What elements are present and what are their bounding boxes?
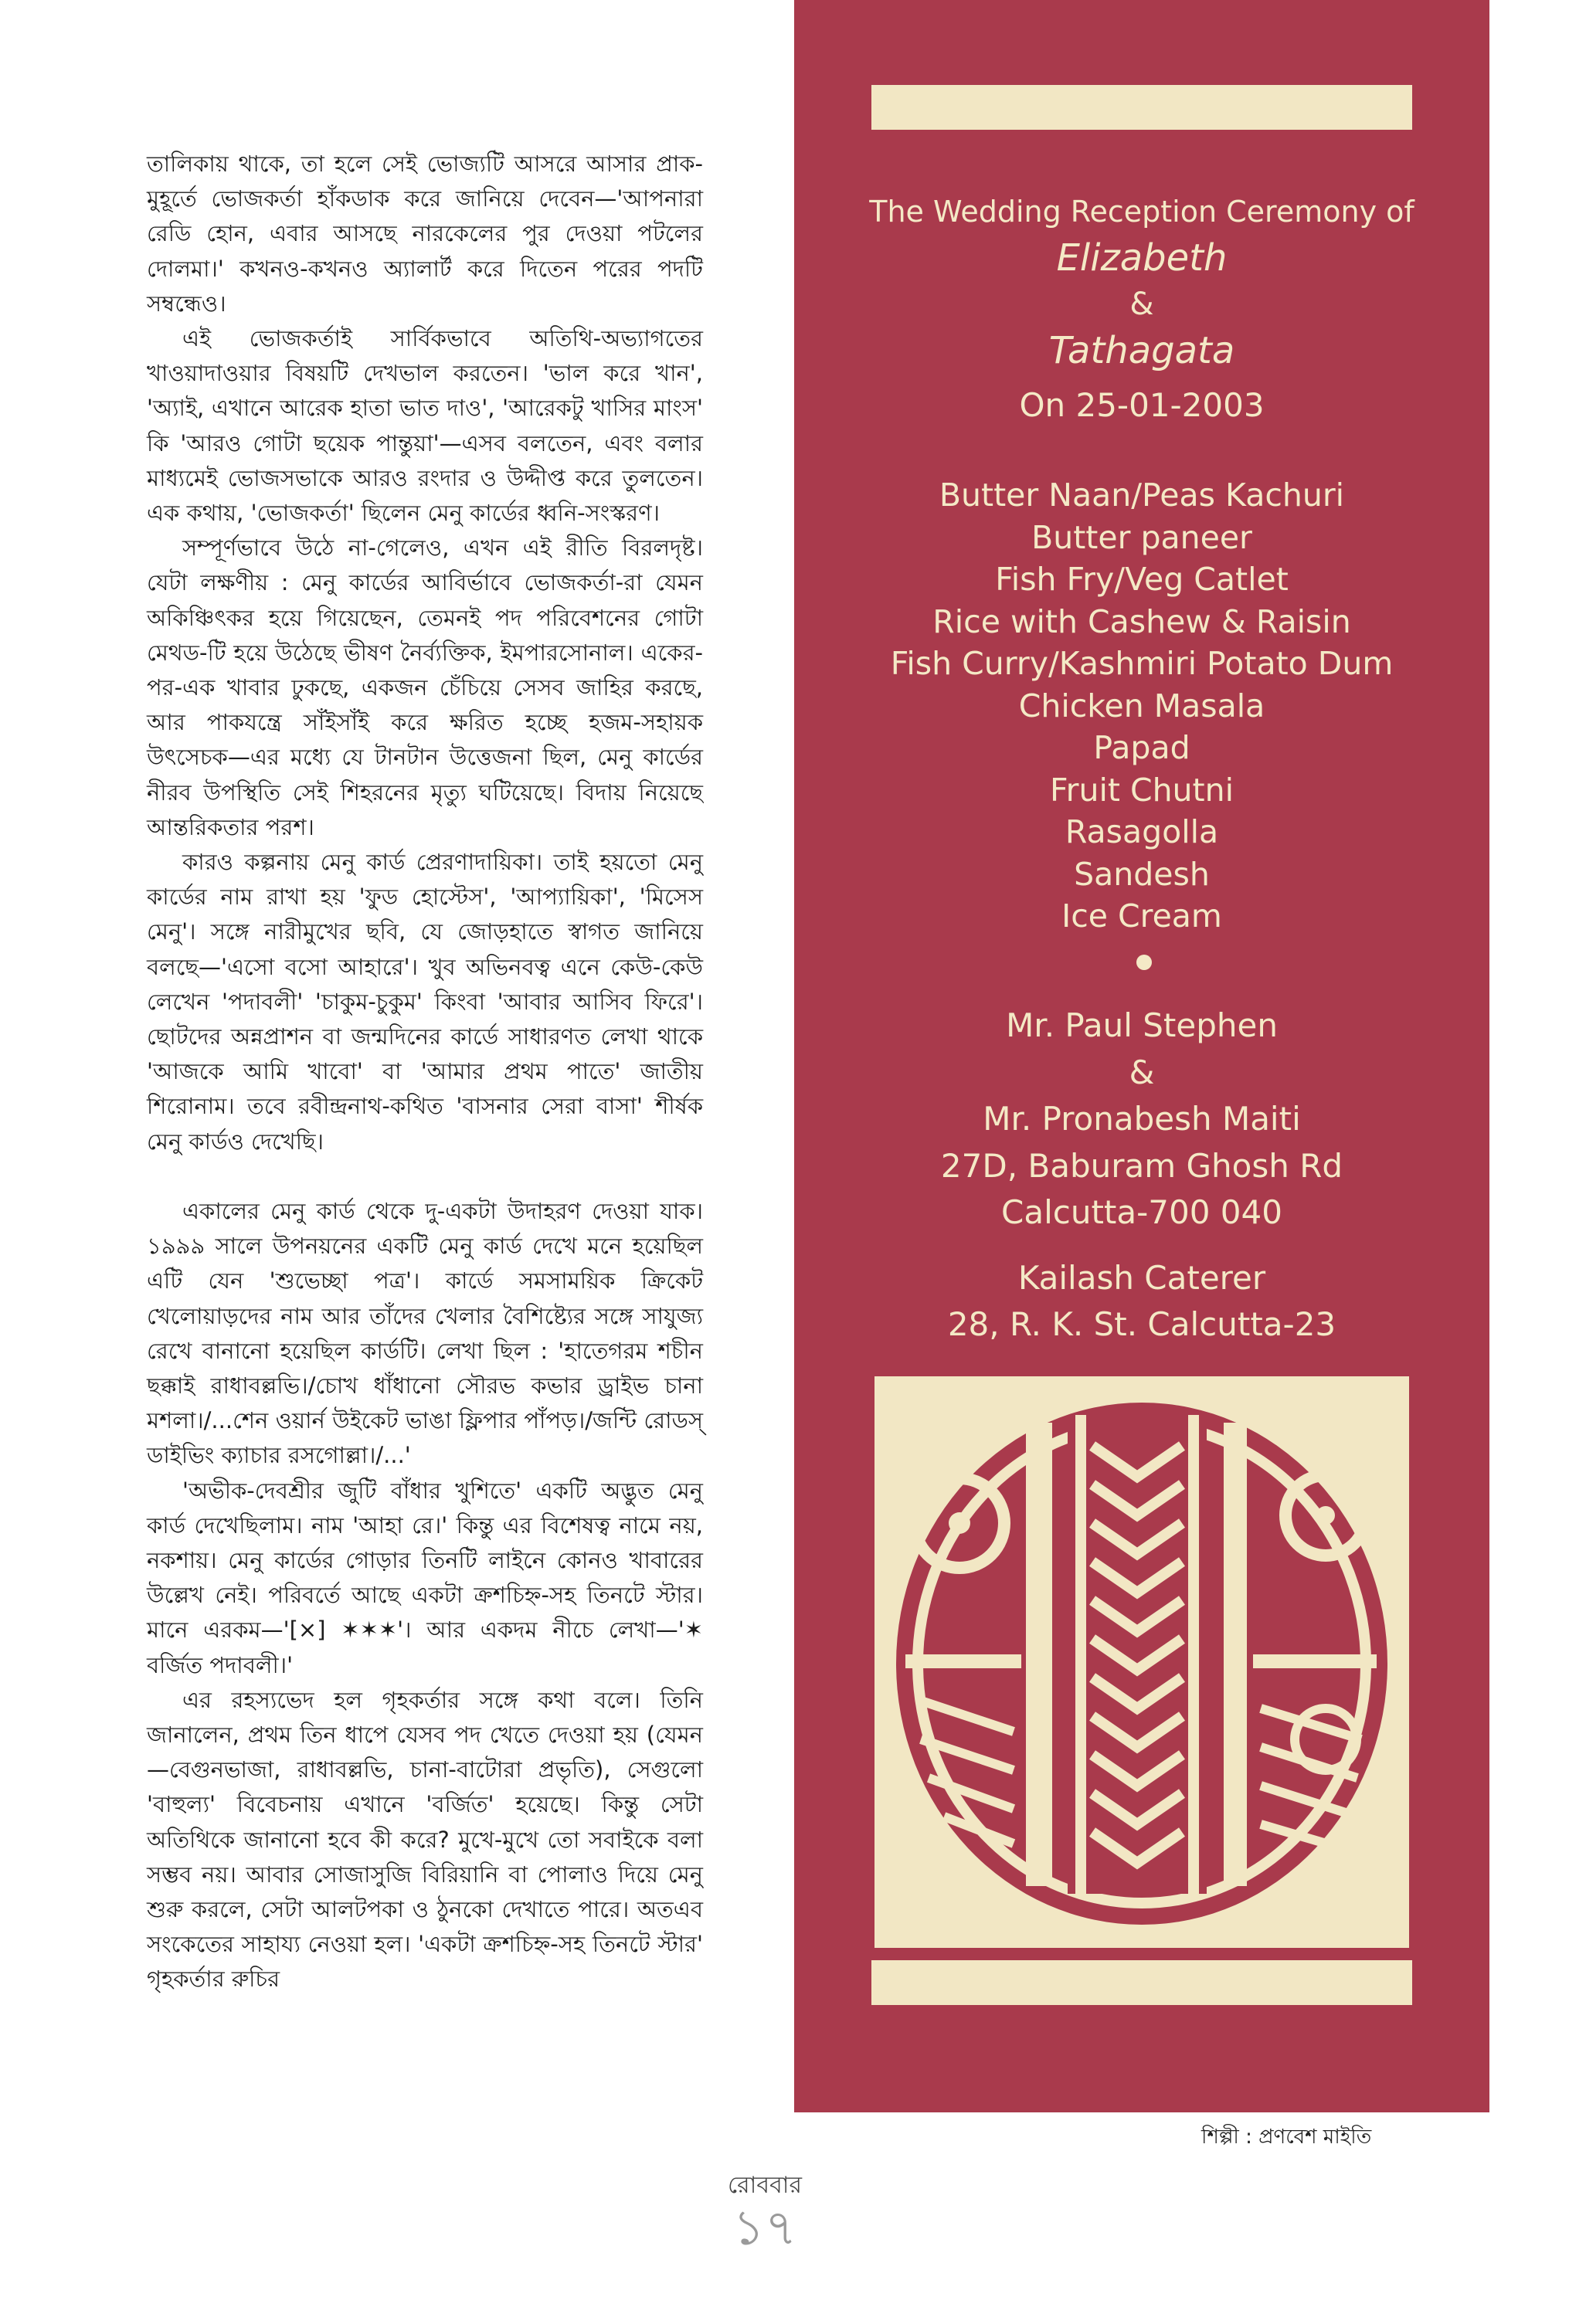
menu-item: Sandesh (1074, 855, 1210, 893)
card-bottom-band (871, 1960, 1412, 2005)
card-intro (794, 188, 1489, 434)
caterer-name: Kailash Caterer (1017, 1259, 1266, 1297)
event-date: On 25-01-2003 (1019, 386, 1265, 424)
host-name: Mr. Pronabesh Maiti (983, 1100, 1301, 1138)
host-name: Mr. Paul Stephen (1006, 1006, 1278, 1044)
page-number: ১৭ (732, 2200, 797, 2257)
card-ampersand: & (1129, 1053, 1155, 1091)
hosts-block (794, 1003, 1489, 1237)
page-footer (718, 2170, 811, 2255)
groom-name: Tathagata (1048, 329, 1235, 372)
article-paragraph: এর রহস্যভেদ হল গৃহকর্তার সঙ্গে কথা বলে। তিনি জানালেন, প্রথম তিন ধাপে যেসব পদ খেতে দেওয়া হয় (যেমন—বেগুনভাজা, রাধাবল্লভি, চানা-বাটোরা প্রভৃতি), সেগুলো 'বাহুল্য' বিবেচনায় এখানে 'বর্জিত' হয়েছে। কিন্তু সেটা অতিথিকে জানানো হবে কী করে? মুখে-মুখে তো সবাইকে বলা সম্ভব নয়। আবার সোজাসুজি বিরিয়ানি বা পোলাও দিয়ে মেনু শুরু করলে, সেটা আলটপকা ও ঠুনকো দেখাতে পারে। অতএব সংকেতের সাহায্য নেওয়া হল। 'একটা ক্রশচিহ্ন-সহ তিনটে স্টার' গৃহকর্তার রুচির (147, 1686, 703, 1993)
menu-item: Fish Fry/Veg Catlet (995, 561, 1289, 598)
article-paragraph: সম্পূর্ণভাবে উঠে না-গেলেও, এখন এই রীতি বিরলদৃষ্ট। যেটা লক্ষণীয় : মেনু কার্ডের আবির্ভাবে ভোজকর্তা-রা যেমন অকিঞ্চিৎকর হয়ে গিয়েছেন, তেমনই পদ পরিবেশনের গোটা মেথড-টি হয়ে উঠেছে ভীষণ নৈর্ব্যক্তিক, ইমপারসোনাল। একের-পর-এক খাবার ঢুকছে, একজন চেঁচিয়ে সেসব জাহির করছে, আর পাকযন্ত্রে সাঁইসাঁই করে ক্ষরিত হচ্ছে হজম-সহায়ক উৎসেচক—এর মধ্যে যে টানটান উত্তেজনা ছিল, মেনু কার্ডের নীরব উপস্থিতি সেই শিহরনের মৃত্যু ঘটিয়েছে। বিদায় নিয়েছে আন্তরিকতার পরশ। (147, 534, 703, 840)
card-ampersand: & (1129, 287, 1154, 322)
host-address: Calcutta-700 040 (1001, 1193, 1282, 1231)
bride-name: Elizabeth (1056, 236, 1228, 280)
article-paragraph: 'অভীক-দেবশ্রীর জুটি বাঁধার খুশিতে' একটি অদ্ভুত মেনু কার্ড দেখেছিলাম। নাম 'আহা রে।' কিন্তু এর বিশেষত্ব নামে নয়, নকশায়। মেনু কার্ডের গোড়ার তিনটি লাইনে কোনও খাবারের উল্লেখ নেই। পরিবর্তে আছে একটা ক্রশচিহ্ন-সহ তিনটে স্টার। মানে এরকম—'[×] ✶✶✶'। আর একদম নীচে লেখা—'✶ বর্জিত পদাবলী।' (147, 1477, 703, 1678)
menu-item: Papad (1093, 729, 1190, 766)
article-paragraph: একালের মেনু কার্ড থেকে দু-একটা উদাহরণ দেওয়া যাক। ১৯৯৯ সালে উপনয়নের একটি মেনু কার্ড দেখে মনে হয়েছিল এটি যেন 'শুভেচ্ছা পত্র'। কার্ডে সমসাময়িক ক্রিকেট খেলোয়াড়দের নাম আর তাঁদের খেলার বৈশিষ্ট্যের সঙ্গে সাযুজ্য রেখে বানানো হয়েছিল কার্ডটি। লেখা ছিল : 'হাতেগরম শচীন ছক্কাই রাধাবল্লভি।/চোখ ধাঁধানো সৌরভ কভার ড্রাইভ চানা মশলা।/...শেন ওয়ার্ন উইকেট ভাঙা ফ্লিপার পাঁপড়।/জন্টি রোডস্ ডাইভিং ক্যাচার রসগোল্লা।/...' (147, 1197, 703, 1469)
host-address: 27D, Baburam Ghosh Rd (940, 1146, 1343, 1185)
woodcut-circle-motif-icon (874, 1376, 1409, 1948)
card-intro-line: The Wedding Reception Ceremony of (869, 195, 1414, 229)
menu-card (794, 0, 1489, 2112)
magazine-name: রোববার (728, 2172, 802, 2199)
article-column (147, 147, 703, 1997)
article-paragraph: কারও কল্পনায় মেনু কার্ড প্রেরণাদায়িকা। তাই হয়তো মেনু কার্ডের নাম রাখা হয় 'ফুড হোস্টেস', 'আপ্যায়িকা', 'মিসেস মেনু'। সঙ্গে নারীমুখের ছবি, যে জোড়হাতে স্বাগত জানিয়ে বলছে—'এসো বসো আহারে'। খুব অভিনবত্ব এনে কেউ-কেউ লেখেন 'পদাবলী' 'চাকুম-চুকুম' কিংবা 'আবার আসিব ফিরে'। ছোটদের অন্নপ্রাশন বা জন্মদিনের কার্ডে সাধারণত লেখা থাকে 'আজকে আমি খাবো' বা 'আমার প্রথম পাতে' জাতীয় শিরোনাম। তবে রবীন্দ্রনাথ-কথিত 'বাসনার সেরা বাসা' শীর্ষক মেনু কার্ডও দেখেছি। (147, 849, 703, 1155)
article-paragraph: তালিকায় থাকে, তা হলে সেই ভোজ্যটি আসরে আসার প্রাক-মুহূর্তে ভোজকর্তা হাঁকডাক করে জানিয়ে দেবেন—'আপনারা রেডি হোন, এবার আসছে নারকেলের পুর দেওয়া পটলের দোলমা।' কখনও-কখনও অ্যালার্ট করে দিতেন পরের পদটি সম্বন্ধেও। (147, 151, 703, 317)
caterer-block (794, 1255, 1489, 1348)
menu-item: Ice Cream (1061, 897, 1222, 935)
menu-item: Chicken Masala (1018, 687, 1265, 724)
menu-item: Butter Naan/Peas Kachuri (939, 477, 1345, 514)
menu-item: Butter paneer (1031, 518, 1252, 556)
article-paragraph: এই ভোজকর্তাই সার্বিকভাবে অতিথি-অভ্যাগতের খাওয়াদাওয়ার বিষয়টি দেখভাল করতেন। 'ভাল করে খান', 'অ্যাই, এখানে আরেক হাতা ভাত দাও', 'আরেকটু খাসির মাংস' কি 'আরও গোটা ছয়েক পান্তুয়া'—এসব বলতেন, এবং বলার মাধ্যমেই ভোজসভাকে আরও রংদার ও উদ্দীপ্ত করে তুলতেন। এক কথায়, 'ভোজকর্তা' ছিলেন মেনু কার্ডের ধ্বনি-সংস্করণ। (147, 325, 703, 527)
caterer-address: 28, R. K. St. Calcutta-23 (947, 1305, 1336, 1343)
menu-item: Fruit Chutni (1050, 771, 1234, 809)
card-top-band (871, 85, 1412, 130)
bullet-dot-icon (1136, 955, 1152, 970)
menu-list (794, 474, 1489, 938)
artist-credit: শিল্পী : প্রণবেশ মাইতি (1201, 2126, 1372, 2149)
menu-item: Rice with Cashew & Raisin (932, 602, 1351, 640)
menu-item: Fish Curry/Kashmiri Potato Dum (890, 645, 1394, 682)
menu-item: Rasagolla (1065, 813, 1219, 850)
